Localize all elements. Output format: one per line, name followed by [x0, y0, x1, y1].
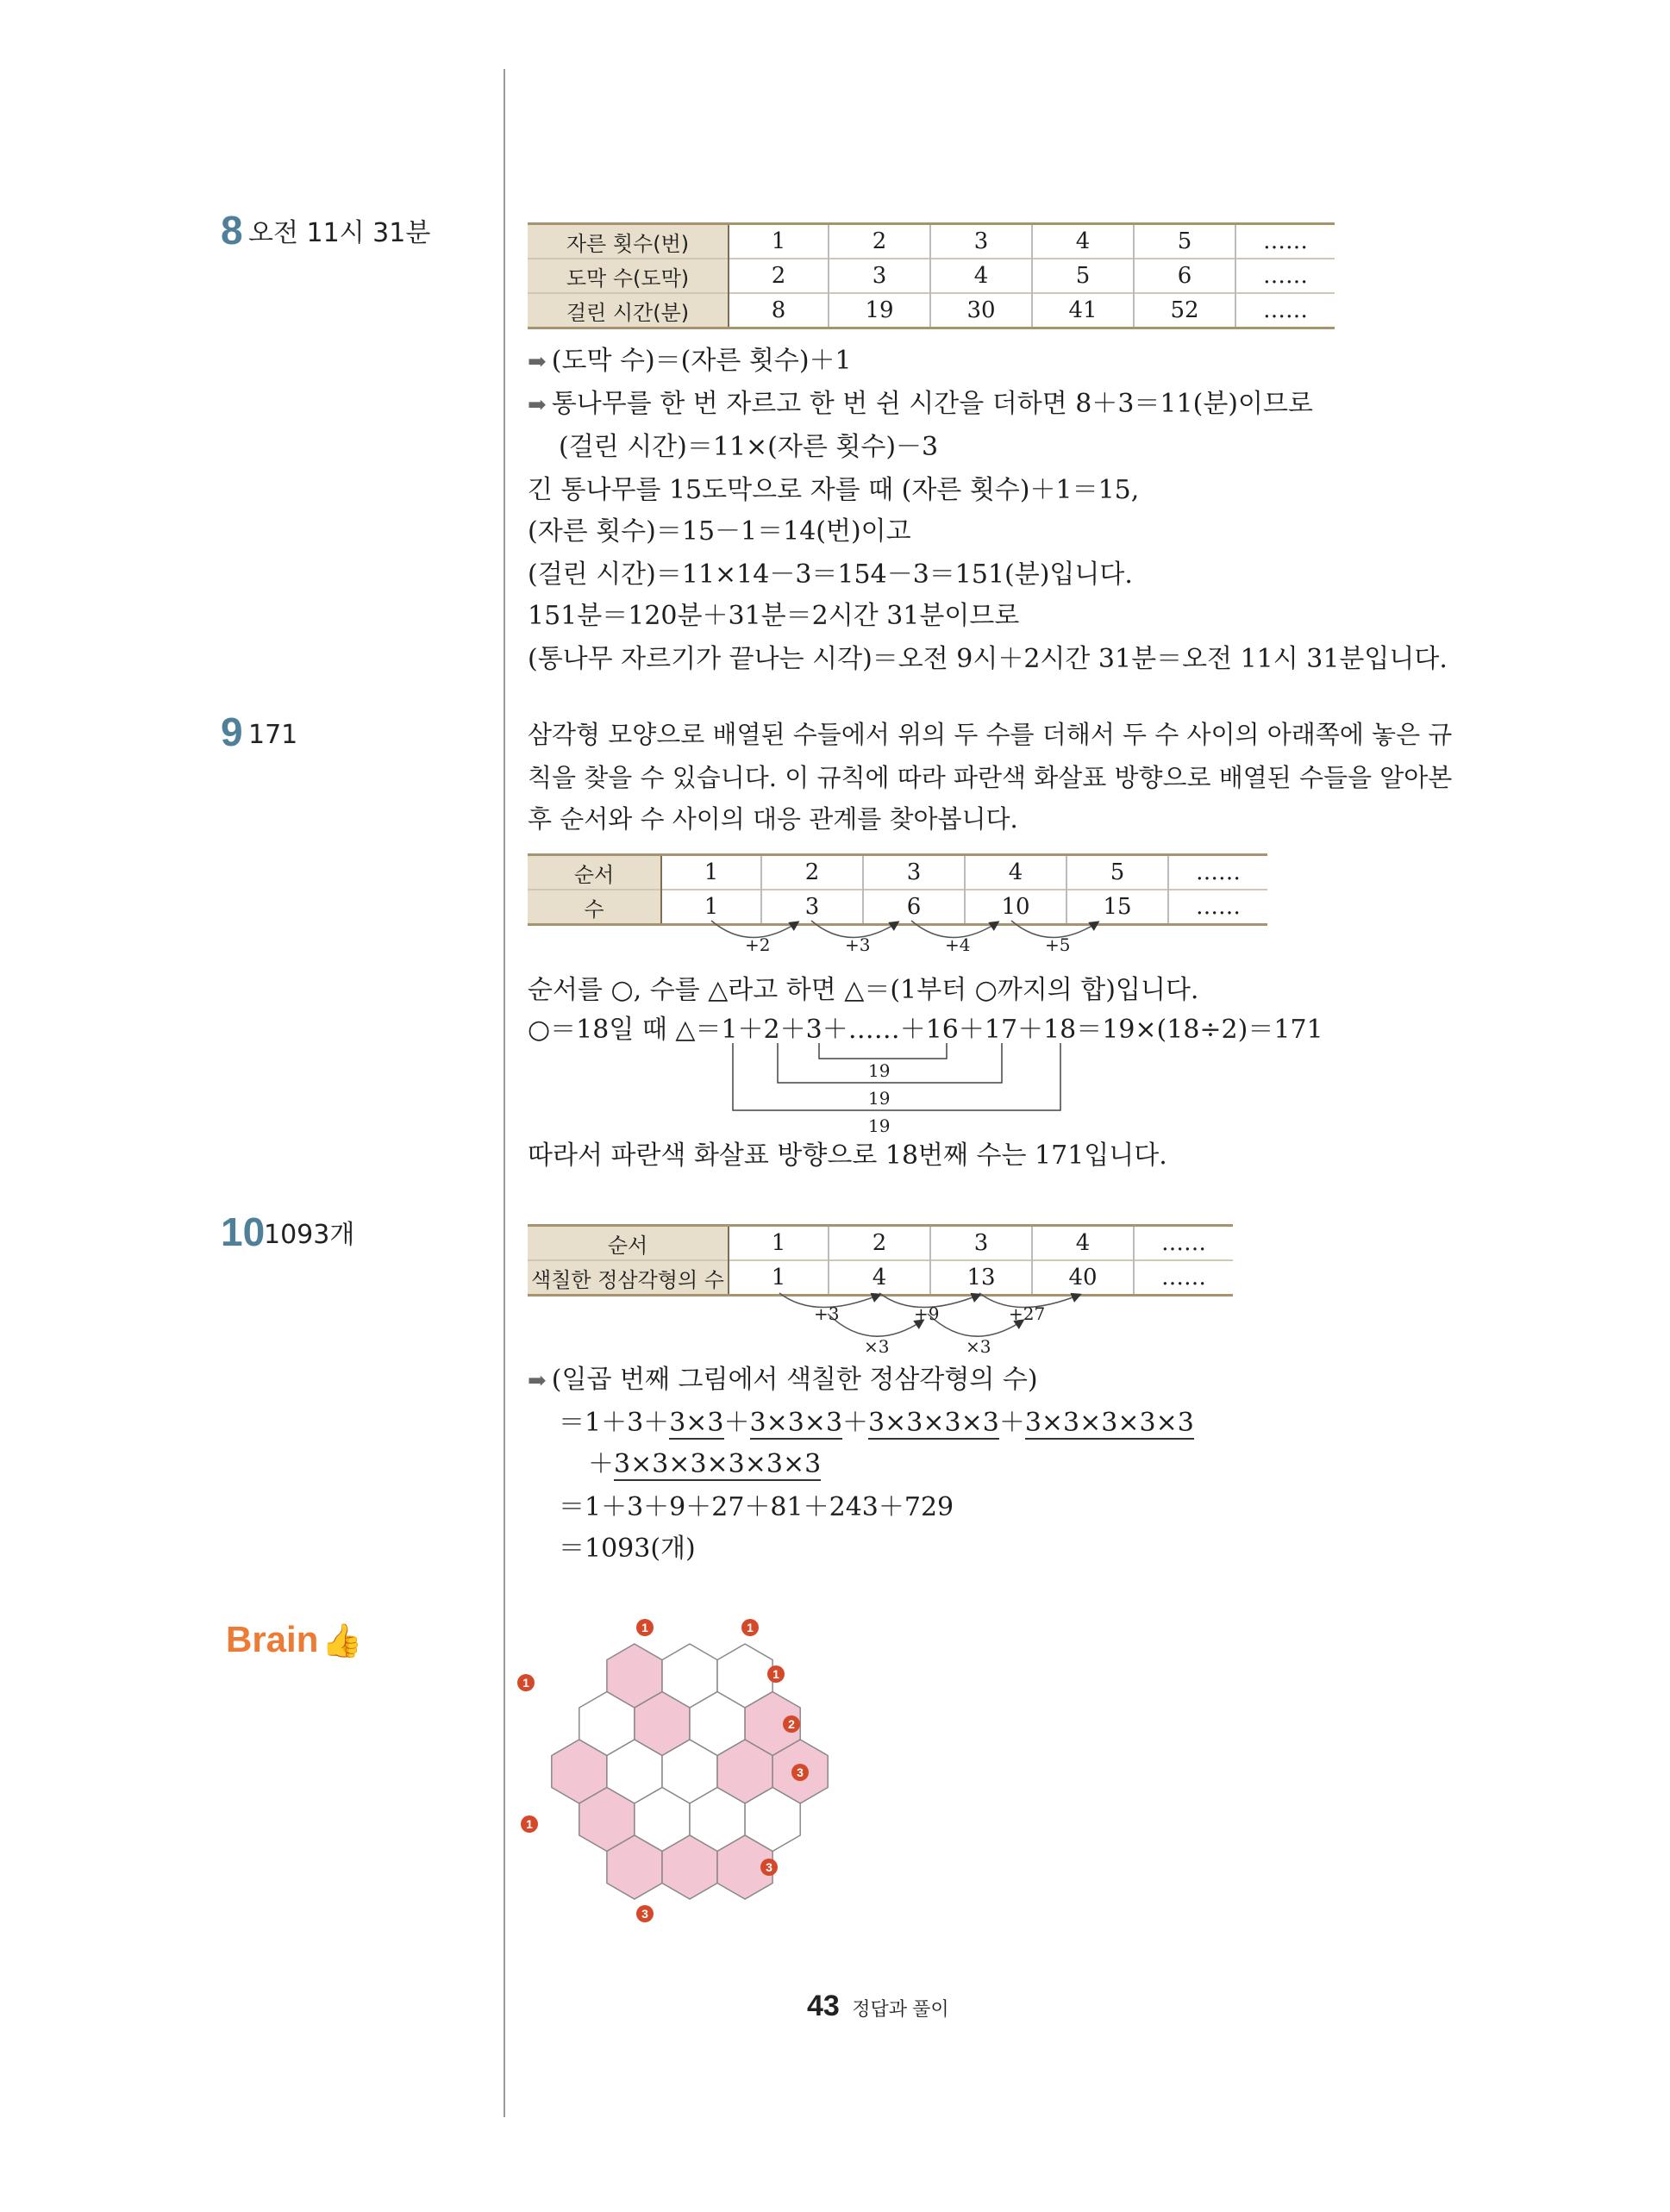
table-row	[528, 259, 1335, 293]
solution-line	[528, 391, 1313, 417]
solution-line: (자른 횟수)＝15－1＝14(번)이고	[528, 516, 911, 547]
table-row	[528, 224, 1335, 259]
marker-badge	[636, 1619, 654, 1636]
ratio-label: ×3	[966, 1336, 991, 1357]
bracket	[733, 1043, 1060, 1110]
cell: 2	[761, 855, 863, 890]
solution-line: 긴 통나무를 15도막으로 자를 때 (자른 횟수)＋1＝15,	[528, 475, 1140, 505]
cell: 2	[829, 1226, 930, 1261]
table-cuts	[528, 222, 1335, 329]
solution-line	[528, 1367, 1038, 1393]
svg-text:3: 3	[641, 1907, 648, 1921]
eq-part: ＋	[842, 1408, 869, 1438]
page-number: 43	[807, 1990, 840, 2022]
hexagon-figure	[517, 1612, 862, 1931]
cell: 3	[863, 855, 965, 890]
diff-label: +4	[945, 934, 971, 955]
pair-brackets	[724, 1043, 1086, 1114]
cell: ……	[1134, 1226, 1233, 1261]
cell: 1	[729, 224, 829, 259]
row-header: 걸린 시간(분)	[528, 293, 729, 328]
bracket	[819, 1043, 947, 1059]
question-number-10: 10	[221, 1209, 266, 1254]
cell: 2	[829, 224, 930, 259]
eq-part: ＋	[998, 1408, 1025, 1438]
svg-text:1: 1	[747, 1621, 754, 1634]
marker-badge	[760, 1859, 778, 1876]
eq-underlined: 3×3×3	[749, 1408, 843, 1438]
intro-line: 칙을 찾을 수 있습니다. 이 규칙에 따라 파란색 화살표 방향으로 배열된 수들을 알아본	[528, 763, 1453, 792]
cell: 1	[661, 890, 761, 925]
arrow-right-icon: ➡	[528, 392, 547, 418]
footer-label: 정답과 풀이	[852, 1998, 949, 2020]
cell: 13	[930, 1260, 1032, 1296]
solution-line: (걸린 시간)＝11×(자른 횟수)－3	[559, 432, 939, 462]
cell: 4	[829, 1260, 930, 1296]
diff-label: +3	[845, 934, 871, 955]
cell: 4	[930, 259, 1032, 293]
diff-label: +2	[745, 934, 771, 955]
diff-label: +3	[814, 1303, 840, 1324]
marker-badge	[636, 1905, 654, 1922]
eq-underlined: 3×3×3×3×3×3	[614, 1449, 822, 1479]
marker-badge	[767, 1665, 785, 1683]
solution-text: 통나무를 한 번 자르고 한 번 쉰 시간을 더하면 8＋3＝11(분)이므로	[551, 389, 1313, 419]
solution-line: (걸린 시간)＝11×14－3＝154－3＝151(분)입니다.	[528, 559, 1133, 590]
svg-text:1: 1	[772, 1667, 779, 1681]
cell: 3	[930, 1226, 1032, 1261]
cell: 5	[1066, 855, 1168, 890]
marker-badge	[791, 1764, 809, 1781]
arrow-right-icon: ➡	[528, 349, 547, 375]
svg-text:3: 3	[797, 1765, 804, 1779]
cell: 4	[965, 855, 1066, 890]
diff-label: +9	[914, 1303, 940, 1324]
ratio-arrows	[759, 1290, 1104, 1359]
row-header: 도막 수(도막)	[528, 259, 729, 293]
cell: 8	[729, 293, 829, 328]
answer-10: 1093개	[264, 1220, 355, 1250]
table-row	[528, 855, 1267, 890]
cell: ……	[1235, 259, 1335, 293]
ratio-label: ×3	[864, 1336, 890, 1357]
svg-text:1: 1	[641, 1621, 648, 1634]
cell: ……	[1168, 855, 1267, 890]
eq-part: ＋	[723, 1408, 750, 1438]
arrow-right-icon: ➡	[528, 1368, 547, 1394]
intro-line: 삼각형 모양으로 배열된 수들에서 위의 두 수를 더해서 두 수 사이의 아래쪽에 놓은 규	[528, 720, 1453, 749]
brain-logo	[226, 1619, 363, 1660]
cell: 41	[1032, 293, 1134, 328]
marker-badge	[521, 1815, 538, 1833]
cell: 1	[729, 1226, 829, 1261]
solution-line: (통나무 자르기가 끝나는 시각)＝오전 9시＋2시간 31분＝오전 11시 31분입니다.	[528, 644, 1448, 674]
table-sequence	[528, 853, 1267, 926]
cell: 10	[965, 890, 1066, 925]
solution-line	[528, 348, 852, 374]
intro-line: 후 순서와 수 사이의 대응 관계를 찾아봅니다.	[528, 804, 1018, 834]
cell: 3	[829, 259, 930, 293]
cell: 5	[1032, 259, 1134, 293]
column-divider	[504, 69, 505, 2117]
marker-badge	[783, 1715, 800, 1733]
cell: 40	[1032, 1260, 1134, 1296]
equation-line	[588, 1449, 822, 1479]
marker-badge	[517, 1674, 535, 1691]
eq-underlined: 3×3×3×3×3	[1024, 1408, 1194, 1438]
solution-text: (도막 수)＝(자른 횟수)＋1	[551, 346, 852, 376]
equation-line: ○＝18일 때 △＝1＋2＋3＋……＋16＋17＋18＝19×(18÷2)＝171	[528, 1015, 1323, 1045]
row-header: 자른 횟수(번)	[528, 224, 729, 259]
eq-part: ＋	[588, 1449, 614, 1479]
question-number-9: 9	[221, 709, 243, 754]
cell: 30	[930, 293, 1032, 328]
bracket-sum: 19	[868, 1060, 891, 1081]
rule-line: 순서를 ○, 수를 △라고 하면 △＝(1부터 ○까지의 합)입니다.	[528, 975, 1199, 1005]
svg-text:2: 2	[788, 1717, 795, 1731]
answer-9: 171	[248, 720, 298, 750]
equation-line	[559, 1410, 1194, 1436]
diff-label: +27	[1009, 1303, 1046, 1324]
bracket-sum: 19	[868, 1115, 891, 1136]
marker-badge	[741, 1619, 759, 1636]
row-header: 수	[528, 890, 661, 925]
cell: 1	[661, 855, 761, 890]
cell: ……	[1235, 224, 1335, 259]
table-triangles	[528, 1224, 1233, 1297]
equation-line: ＝1093(개)	[559, 1534, 696, 1564]
cell: 15	[1066, 890, 1168, 925]
cell: 6	[1134, 259, 1235, 293]
row-header: 색칠한 정삼각형의 수	[528, 1260, 729, 1296]
diff-label: +5	[1045, 934, 1071, 955]
brain-label: Brain	[226, 1619, 319, 1659]
table-row	[528, 293, 1335, 328]
cell: 6	[863, 890, 965, 925]
cell: ……	[1134, 1260, 1233, 1296]
cell: 2	[729, 259, 829, 293]
table-row	[528, 1226, 1233, 1261]
solution-line: 151분＝120분＋31분＝2시간 31분이므로	[528, 601, 1020, 631]
eq-underlined: 3×3×3×3	[868, 1408, 999, 1438]
cell: ……	[1168, 890, 1267, 925]
page-footer	[807, 1990, 949, 2023]
answer-8: 오전 11시 31분	[248, 218, 431, 248]
cell: 1	[729, 1260, 829, 1296]
cell: 19	[829, 293, 930, 328]
row-header: 순서	[528, 855, 661, 890]
svg-text:3: 3	[766, 1860, 772, 1874]
ratio-arrow	[828, 1314, 923, 1336]
row-header: 순서	[528, 1226, 729, 1261]
cell: 52	[1134, 293, 1235, 328]
svg-text:1: 1	[526, 1817, 533, 1831]
question-number-8: 8	[221, 208, 243, 253]
bracket-sum: 19	[868, 1088, 891, 1109]
cell: 4	[1032, 224, 1134, 259]
cell: ……	[1235, 293, 1335, 328]
svg-text:1: 1	[522, 1676, 529, 1690]
cell: 3	[761, 890, 863, 925]
eq-underlined: 3×3	[669, 1408, 724, 1438]
cell: 4	[1032, 1226, 1134, 1261]
conclusion-line: 따라서 파란색 화살표 방향으로 18번째 수는 171입니다.	[528, 1140, 1167, 1171]
cell: 5	[1134, 224, 1235, 259]
thumbs-up-icon: 👍	[322, 1623, 363, 1659]
equation-line: ＝1＋3＋9＋27＋81＋243＋729	[559, 1492, 954, 1522]
cell: 3	[930, 224, 1032, 259]
solution-text: (일곱 번째 그림에서 색칠한 정삼각형의 수)	[551, 1365, 1038, 1395]
eq-part: ＝1＋3＋	[559, 1408, 670, 1438]
